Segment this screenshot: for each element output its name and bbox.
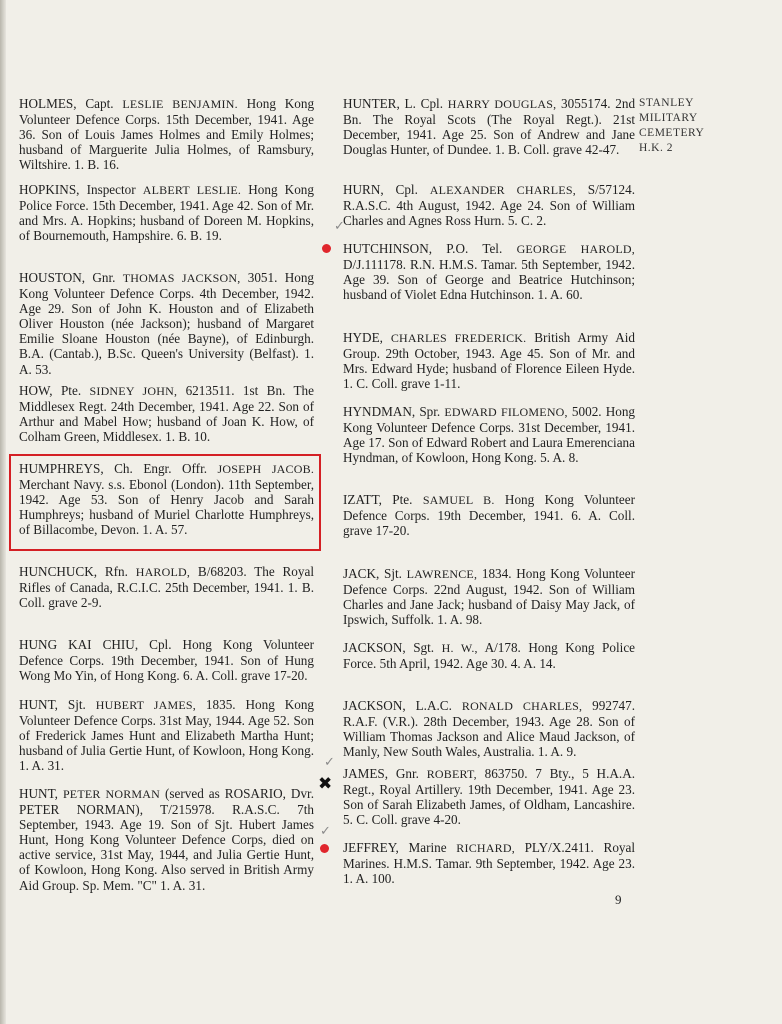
- entry-rank: Pte.: [60, 383, 82, 398]
- page-binding-edge: [0, 0, 6, 1024]
- entry-details: A/178. Hong Kong Police Force. 5th April, 1942. Age 30. 4. A. 14.: [343, 640, 636, 672]
- entry-surname: JACK,: [343, 566, 380, 581]
- entry-hunt-peter: [19, 786, 314, 893]
- entry-rank: P.O. Tel.: [446, 241, 503, 256]
- entry-details: 1835. Hong Kong Volunteer Defence Corps. 31st May, 1944. Age 52. Son of Frederick James Hunt and Elizabeth Martha Hunt; husband of Julia Gertie Hunt, of Kowloon, Hong Kong. 1. A. 31.: [19, 697, 315, 774]
- entry-given-names: ALEXANDER CHARLES,: [429, 183, 576, 197]
- entry-jeffrey: [343, 840, 635, 886]
- entry-given-names: ALBERT LESLIE.: [142, 183, 242, 197]
- cemetery-label: [639, 96, 729, 156]
- red-dot-marker: [322, 244, 331, 253]
- entry-rank: L.A.C.: [415, 698, 452, 713]
- entry-how: [19, 383, 314, 444]
- entry-hung-kai-chiu: [19, 637, 314, 683]
- entry-surname: HUNCHUCK,: [19, 564, 98, 579]
- entry-given-names: LESLIE BENJAMIN.: [122, 97, 238, 111]
- entry-details: 863750. 7 Bty., 5 H.A.A. Regt., Royal Artillery. 19th December, 1941. Age 23. Son of Sarah Elizabeth James, of Oldham, Lancashire. 5. C. Coll. grave 4-20.: [343, 766, 636, 828]
- entry-jackson-ronald: [343, 698, 635, 759]
- entry-surname: HOUSTON,: [19, 270, 86, 285]
- entry-given-names: GEORGE HAROLD,: [516, 242, 636, 256]
- cross-icon: ✖: [318, 774, 333, 794]
- entry-surname: HYDE,: [343, 330, 383, 345]
- entry-details: 3055174. 2nd Bn. The Royal Scots (The Royal Regt.). 21st December, 1941. Age 25. Son of Andrew and Jane Douglas Hunter, of Dundee. 1. B. Coll. grave 42-47.: [343, 96, 636, 158]
- cemetery-label-line: H.K. 2: [639, 142, 673, 155]
- entry-details: (served as ROSARIO, Dvr. PETER NORMAN), T/215978. R.A.S.C. 7th September, 1943. Age 19. Son of Sjt. Hubert James Hunt, Hong Kong Volunteer Defence Corps, died on active service, 31st May, 1944, and Julia Gertie Hunt, of Kowloon, Hong Kong. Also served in British Army Aid Group. Sp. Mem. "C" 1. A. 31.: [19, 786, 315, 893]
- highlight-box-humphreys: [9, 454, 321, 551]
- entry-given-names: LAWRENCE,: [406, 567, 478, 581]
- cemetery-label-line: CEMETERY: [639, 127, 705, 140]
- entry-surname: HYNDMAN,: [343, 404, 416, 419]
- cemetery-label-line: MILITARY: [639, 112, 698, 125]
- entry-hunter: [343, 96, 635, 157]
- entry-surname: JEFFREY,: [343, 840, 399, 855]
- entry-surname: HOLMES,: [19, 96, 77, 111]
- entry-rank: Inspector: [86, 182, 136, 197]
- entry-surname: HURN,: [343, 182, 384, 197]
- entry-surname: JACKSON,: [343, 640, 406, 655]
- entry-rank: Pte.: [392, 492, 413, 507]
- entry-surname: HUNG KAI CHIU,: [19, 637, 139, 652]
- entry-james: [343, 766, 635, 827]
- entry-rank: Sjt.: [67, 697, 86, 712]
- red-dot-marker: [320, 844, 329, 853]
- entry-given-names: SIDNEY JOHN,: [89, 384, 178, 398]
- entry-details: PLY/X.2411. Royal Marines. H.M.S. Tamar. 9th September, 1942. Age 23. 1. A. 100.: [343, 840, 636, 887]
- entry-details: D/J.111178. R.N. H.M.S. Tamar. 5th September, 1942. Age 39. Son of George and Beatrice Hutchinson; husband of Violet Edna Hutchinson. 1. A. 60.: [343, 257, 635, 303]
- entry-hyde: [343, 330, 635, 391]
- entry-izatt: [343, 492, 635, 538]
- entry-details: Hong Kong Volunteer Defence Corps. 19th December, 1941. 6. A. Coll. grave 17-20.: [343, 492, 636, 539]
- entry-surname: JAMES,: [343, 766, 389, 781]
- checkmark-icon: ✓: [320, 824, 331, 839]
- entry-hyndman: [343, 404, 635, 465]
- entry-hutchinson: [343, 241, 635, 302]
- entry-surname: HUNT,: [19, 786, 58, 801]
- entry-hunt-hubert: [19, 697, 314, 773]
- entry-given-names: THOMAS JACKSON,: [122, 271, 241, 285]
- entry-hunchuck: [19, 564, 314, 610]
- entry-details: B/68203. The Royal Rifles of Canada, R.C.I.C. 25th December, 1941. 1. B. Coll. grave 2-9.: [19, 564, 314, 611]
- entry-surname: HUNT,: [19, 697, 58, 712]
- entry-given-names: JOSEPH JACOB.: [217, 462, 315, 476]
- entry-rank: Cpl.: [149, 637, 172, 652]
- entry-surname: HUTCHINSON,: [343, 241, 433, 256]
- entry-hurn: [343, 182, 635, 228]
- entry-rank: Spr.: [419, 404, 441, 419]
- entry-given-names: PETER NORMAN: [62, 787, 161, 801]
- entry-details: 3051. Hong Kong Volunteer Defence Corps. 4th December, 1942. Age 29. Son of John K. Houston and of Elizabeth Oliver Houston (née Jackson); husband of Margaret Emilie Sloane Houston (née Bayne), of Edinburgh. B.A. (Cantab.), B.Sc. Queen's University (Belfast). 1. A. 53.: [19, 270, 315, 377]
- entry-given-names: HARRY DOUGLAS,: [447, 97, 557, 111]
- cemetery-label-line: STANLEY: [639, 97, 694, 109]
- entry-rank: Gnr.: [92, 270, 116, 285]
- entry-rank: Rfn.: [104, 564, 128, 579]
- entry-given-names: CHARLES FREDERICK.: [390, 331, 527, 345]
- entry-details: S/57124. R.A.S.C. 4th August, 1942. Age 24. Son of William Charles and Agnes Ross Hurn. 5. C. 2.: [343, 182, 636, 229]
- entry-details: 1834. Hong Kong Volunteer Defence Corps. 22nd August, 1942. Son of William Charles and Jane Jack; husband of Daisy May Jack, of Ipswich, Suffolk. 1. A. 98.: [343, 566, 636, 628]
- entry-given-names: EDWARD FILOMENO,: [444, 405, 568, 419]
- entry-given-names: HAROLD,: [135, 565, 191, 579]
- entry-details: 992747. R.A.F. (V.R.). 28th December, 1943. Age 28. Son of William Thomas Jackson and Alice Maud Jackson, of Manly, New South Wales, Australia. 1. A. 9.: [343, 698, 636, 760]
- entry-given-names: HUBERT JAMES,: [95, 698, 197, 712]
- checkmark-icon: ✓: [324, 755, 335, 770]
- entry-holmes: [19, 96, 314, 172]
- entry-rank: Sjt.: [383, 566, 402, 581]
- entry-details: Hong Kong Volunteer Defence Corps. 19th December, 1941. Son of Hung Wong Mo Yin, of Hong Kong. 6. A. Coll. grave 17-20.: [19, 637, 314, 684]
- entry-houston: [19, 270, 314, 377]
- entry-surname: HUMPHREYS,: [19, 461, 104, 476]
- entry-surname: HOPKINS,: [19, 182, 80, 197]
- entry-hopkins: [19, 182, 314, 243]
- entry-jack: [343, 566, 635, 627]
- entry-given-names: RONALD CHARLES,: [461, 699, 583, 713]
- entry-surname: HUNTER,: [343, 96, 400, 111]
- entry-rank: Marine: [408, 840, 447, 855]
- entry-details: British Army Aid Group. 29th October, 1943. Age 45. Son of Mr. and Mrs. Edward Hyde; husband of Florence Eileen Hyde. 1. C. Coll. grave 1-11.: [343, 330, 636, 392]
- entry-given-names: H. W.,: [441, 641, 478, 655]
- entry-rank: Capt.: [85, 96, 114, 111]
- entry-details: Merchant Navy. s.s. Ebonol (London). 11th September, 1942. Age 53. Son of Henry Jacob and Sarah Humphreys; husband of Muriel Charlotte Humphreys, of Billacombe, Devon. 1. A. 57.: [19, 477, 314, 538]
- entry-details: Hong Kong Police Force. 15th December, 1941. Age 42. Son of Mr. and Mrs. A. Hopkins; husband of Doreen M. Hopkins, of Bournemouth, Hampshire. 6. B. 19.: [19, 182, 314, 244]
- entry-rank: Gnr.: [395, 766, 419, 781]
- entry-rank: Sgt.: [413, 640, 435, 655]
- entry-rank: L. Cpl.: [404, 96, 444, 111]
- entry-given-names: SAMUEL B.: [422, 493, 495, 507]
- entry-jackson-hw: [343, 640, 635, 671]
- entry-surname: IZATT,: [343, 492, 382, 507]
- entry-given-names: RICHARD,: [456, 841, 515, 855]
- entry-surname: HOW,: [19, 383, 53, 398]
- entry-details: 5002. Hong Kong Volunteer Defence Corps. 31st December, 1941. Age 17. Son of Edward Robert and Laura Emerenciana Hyndman, of Kowloon, Hong Kong. 5. A. 8.: [343, 404, 636, 466]
- entry-details: 6213511. 1st Bn. The Middlesex Regt. 24th December, 1941. Age 22. Son of Arthur and Mabel How; husband of Joan K. How, of Colham Green, Middlesex. 1. B. 10.: [19, 383, 315, 445]
- entry-details: Hong Kong Volunteer Defence Corps. 15th December, 1941. Age 36. Son of Louis James Holmes and Emily Holmes; husband of Marguerite Julia Holmes, of Ramsbury, Wiltshire. 1. B. 16.: [19, 96, 315, 173]
- page-number: 9: [615, 892, 622, 907]
- entry-rank: Cpl.: [395, 182, 418, 197]
- checkmark-icon: ✓: [334, 219, 345, 234]
- entry-given-names: ROBERT,: [426, 767, 477, 781]
- entry-surname: JACKSON,: [343, 698, 406, 713]
- entry-rank: Ch. Engr. Offr.: [114, 461, 208, 476]
